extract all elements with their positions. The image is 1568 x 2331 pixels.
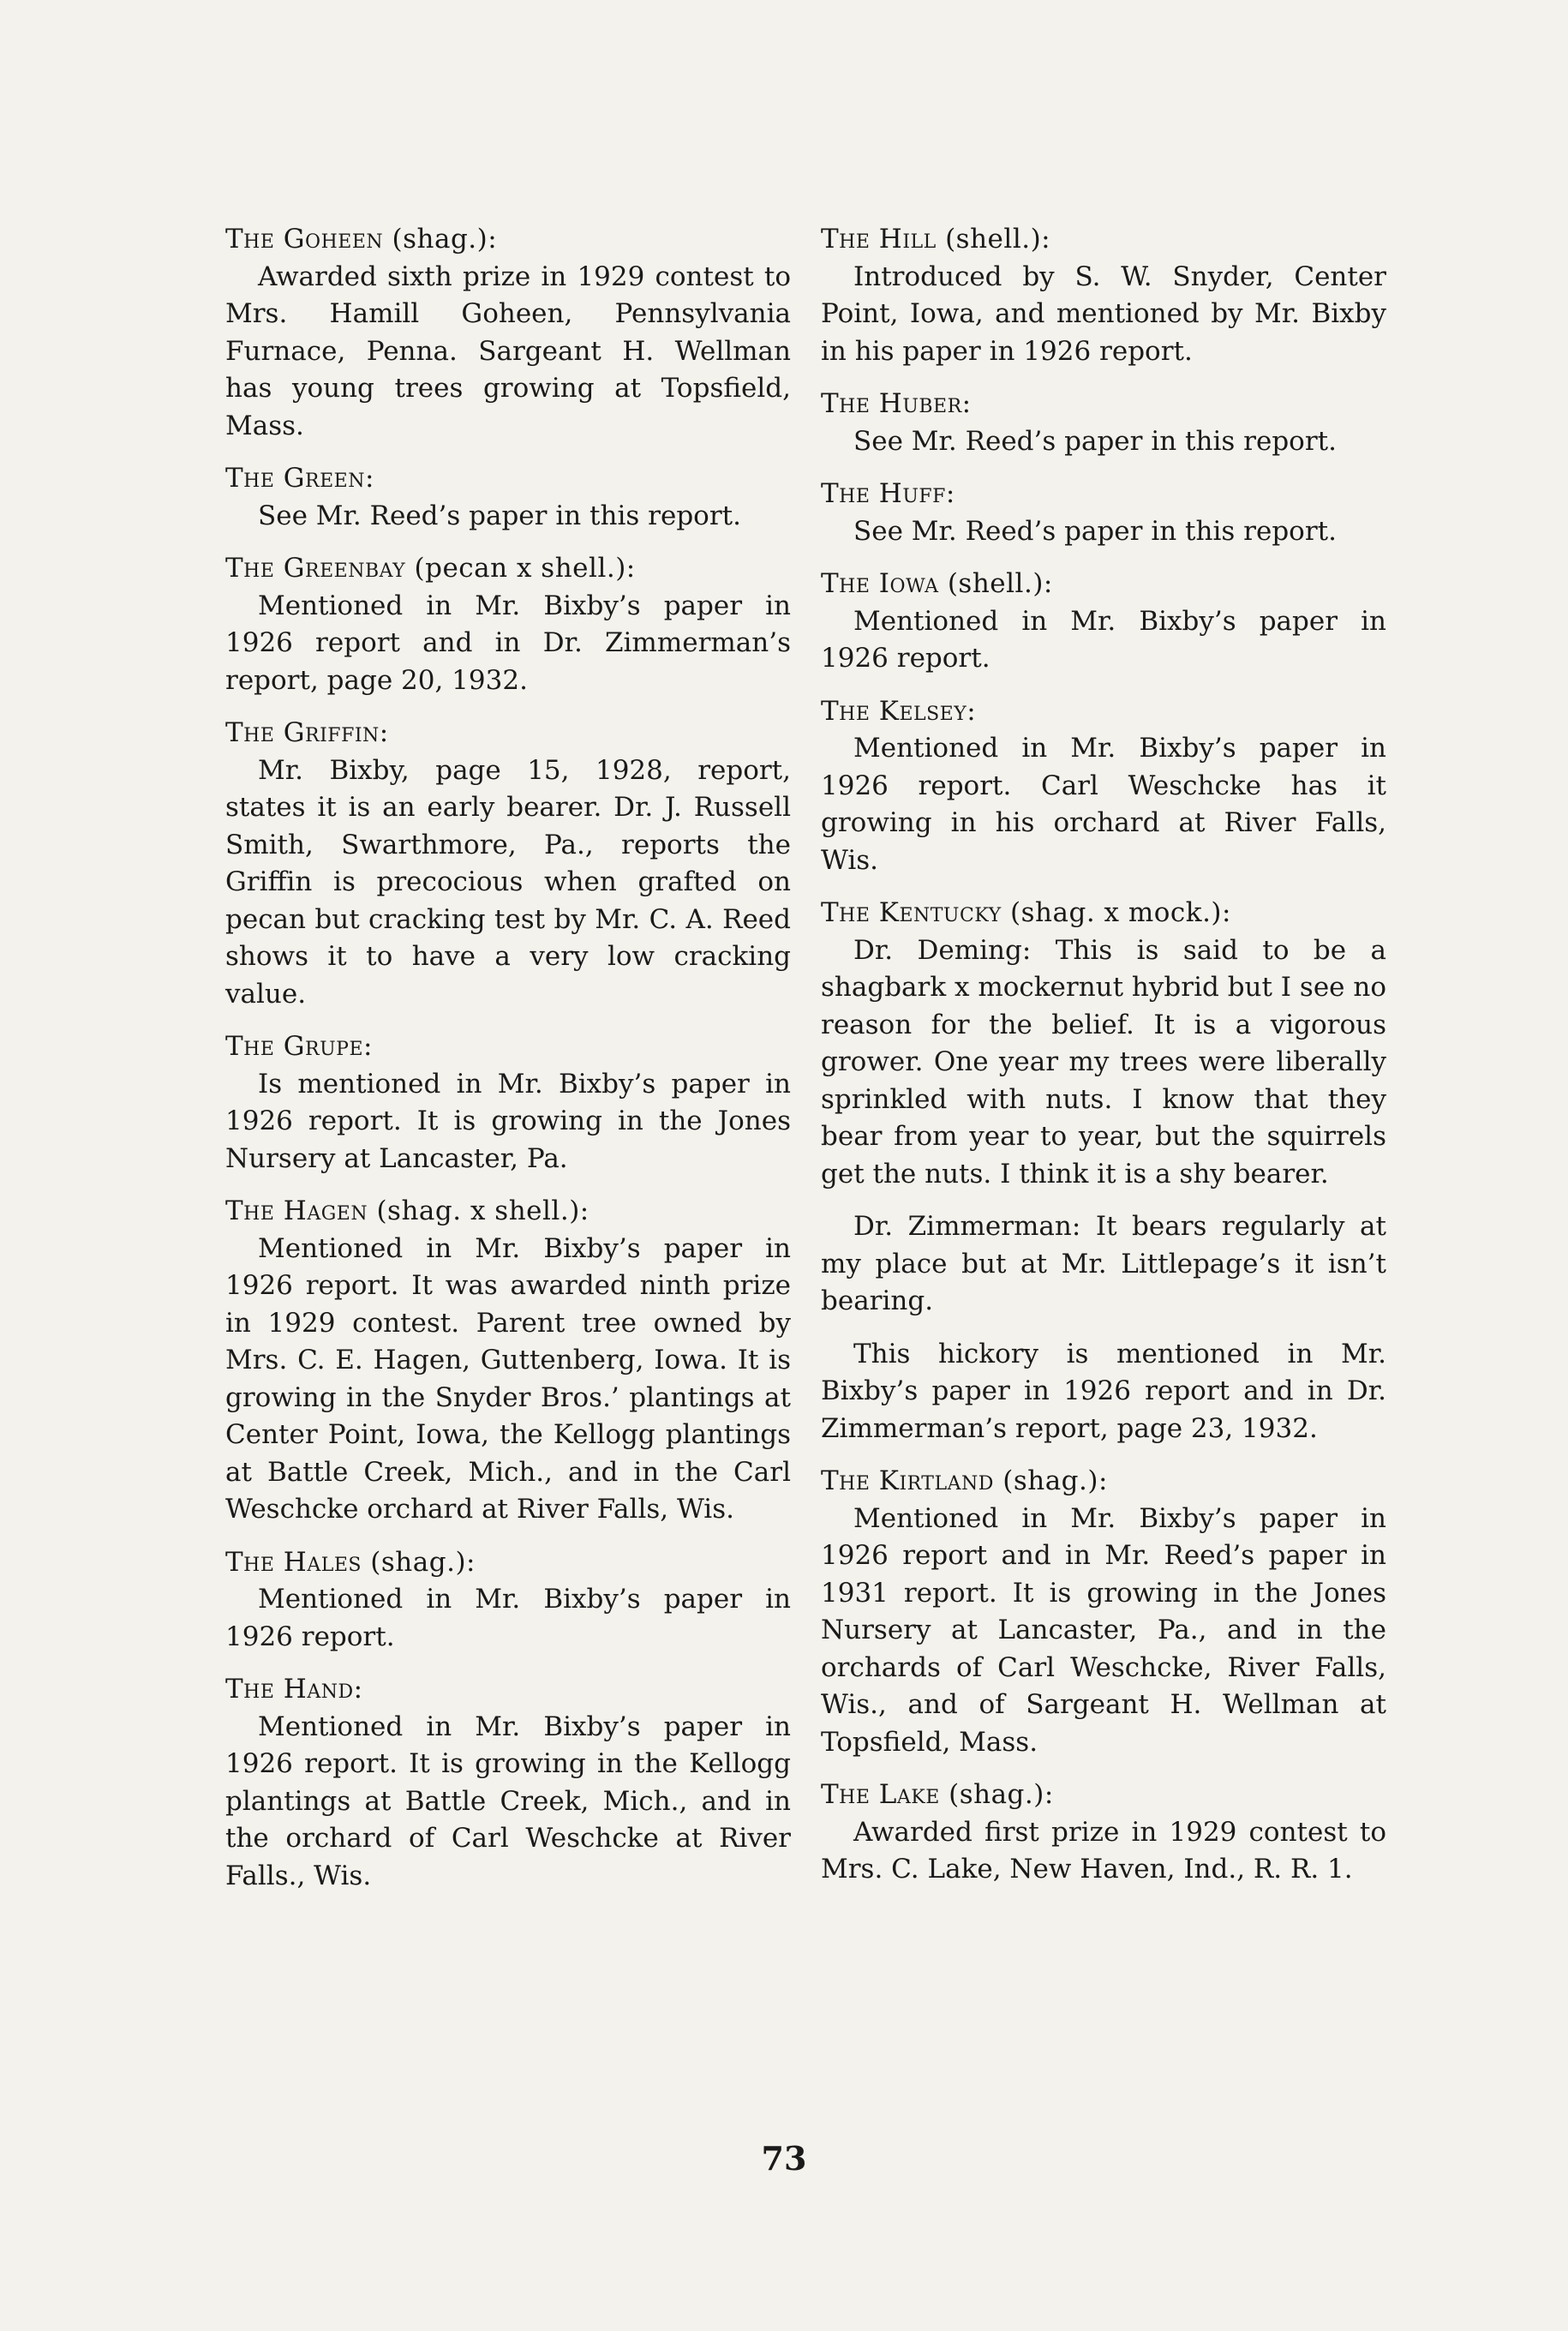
entry-heading xyxy=(225,1193,791,1231)
heading-suffix: : xyxy=(364,463,374,494)
entry-paragraph: See Mr. Reed’s paper in this report. xyxy=(853,515,1337,547)
heading-article: The xyxy=(225,1195,275,1226)
entry-heading xyxy=(225,715,791,752)
entry-hand xyxy=(225,1671,791,1895)
heading-article: The xyxy=(225,463,275,494)
entry-heading xyxy=(821,693,1386,731)
heading-suffix: (shag.): xyxy=(993,1465,1108,1496)
heading-variety-name: Hill xyxy=(878,224,937,255)
entry-heading xyxy=(225,1028,791,1066)
left-column xyxy=(225,221,791,1910)
heading-variety-name: Lake xyxy=(878,1779,940,1810)
heading-suffix: (shell.): xyxy=(938,568,1053,599)
heading-suffix: (shag.): xyxy=(383,224,498,255)
entry-kentucky xyxy=(821,895,1386,1447)
entry-paragraph: Dr. Deming: This is said to be a shagbark x mockernut hybrid but I see no reason for the belief. It is a vigorous grower. One year my trees were liberally sprinkled with nuts. I know that they bear from year to year, but the squirrels get the nuts. I think it is a shy bearer. xyxy=(821,934,1386,1189)
entry-goheen xyxy=(225,221,791,445)
heading-variety-name: Iowa xyxy=(878,568,939,599)
right-column xyxy=(821,221,1386,1904)
entry-heading xyxy=(225,1544,791,1582)
heading-suffix: : xyxy=(363,1031,373,1062)
entry-hill xyxy=(821,221,1386,370)
entry-paragraph: Mentioned in Mr. Bixby’s paper in 1926 report. Carl Weschcke has it growing in his orchard at River Falls, Wis. xyxy=(821,733,1386,876)
entry-paragraph: See Mr. Reed’s paper in this report. xyxy=(853,425,1337,457)
heading-suffix: : xyxy=(379,717,389,748)
heading-article: The xyxy=(821,478,871,509)
heading-variety-name: Griffin xyxy=(283,717,380,748)
heading-variety-name: Kentucky xyxy=(878,897,1002,928)
heading-article: The xyxy=(225,553,275,584)
entry-kirtland xyxy=(821,1463,1386,1761)
heading-variety-name: Green xyxy=(283,463,365,494)
entry-heading xyxy=(225,1671,791,1709)
heading-suffix: : xyxy=(945,478,955,509)
heading-article: The xyxy=(821,1779,871,1810)
heading-article: The xyxy=(821,224,871,255)
entry-greenbay xyxy=(225,550,791,699)
entry-paragraph: Awarded sixth prize in 1929 contest to Mrs. Hamill Goheen, Pennsylvania Furnace, Penna. Sargeant H. Wellman has young trees growing at Topsfield, Mass. xyxy=(225,261,791,441)
page-number: 73 xyxy=(761,2139,807,2178)
entry-heading xyxy=(225,460,791,498)
entry-heading xyxy=(821,1777,1386,1814)
heading-suffix: : xyxy=(353,1674,363,1705)
heading-article: The xyxy=(821,568,871,599)
entry-paragraph: Dr. Zimmerman: It bears regularly at my place but at Mr. Littlepage’s it isn’t bearing. xyxy=(821,1211,1386,1316)
entry-iowa xyxy=(821,566,1386,678)
entry-huber xyxy=(821,386,1386,460)
entry-paragraph: Introduced by S. W. Snyder, Center Point, Iowa, and mentioned by Mr. Bixby in his paper in 1926 report. xyxy=(821,261,1386,367)
heading-article: The xyxy=(821,1465,871,1496)
entry-heading xyxy=(821,476,1386,513)
heading-suffix: (shag. x shell.): xyxy=(368,1195,589,1226)
heading-article: The xyxy=(225,1546,275,1578)
entry-paragraph: Mentioned in Mr. Bixby’s paper in 1926 report. xyxy=(225,1584,791,1652)
heading-article: The xyxy=(225,1031,275,1062)
entry-heading xyxy=(821,566,1386,603)
entry-heading xyxy=(225,221,791,259)
heading-variety-name: Huff xyxy=(878,478,946,509)
heading-variety-name: Kirtland xyxy=(878,1465,994,1496)
entry-paragraph: Mentioned in Mr. Bixby’s paper in 1926 report. It was awarded ninth prize in 1929 contest. Parent tree owned by Mrs. C. E. Hagen, Guttenberg, Iowa. It is growing in the Snyder Bros.’ plantings at Center Point, Iowa, the Kellogg plantings at Battle Creek, Mich., and in the Carl Weschcke orchard at River Falls, Wis. xyxy=(225,1232,791,1525)
entry-heading xyxy=(225,550,791,588)
entry-paragraph: Mentioned in Mr. Bixby’s paper in 1926 report and in Dr. Zimmerman’s report, page 20, 1932. xyxy=(225,590,791,696)
heading-suffix: : xyxy=(961,388,972,419)
entry-lake xyxy=(821,1777,1386,1889)
heading-article: The xyxy=(225,1674,275,1705)
entry-kelsey xyxy=(821,693,1386,880)
heading-variety-name: Hales xyxy=(283,1546,362,1578)
entry-heading xyxy=(821,1463,1386,1501)
entry-green xyxy=(225,460,791,535)
entry-paragraph: See Mr. Reed’s paper in this report. xyxy=(258,500,741,531)
entry-paragraph: Awarded first prize in 1929 contest to Mrs. C. Lake, New Haven, Ind., R. R. 1. xyxy=(821,1816,1386,1885)
heading-article: The xyxy=(225,717,275,748)
entry-hagen xyxy=(225,1193,791,1529)
entry-heading xyxy=(821,895,1386,932)
entry-paragraph: Mentioned in Mr. Bixby’s paper in 1926 report. xyxy=(821,605,1386,674)
heading-suffix: (shell.): xyxy=(936,224,1051,255)
entry-huff xyxy=(821,476,1386,550)
entry-grupe xyxy=(225,1028,791,1177)
entry-heading xyxy=(821,386,1386,423)
heading-article: The xyxy=(225,224,275,255)
heading-article: The xyxy=(821,897,871,928)
entry-paragraph: Mr. Bixby, page 15, 1928, report, states it is an early bearer. Dr. J. Russell Smith, Swarthmore, Pa., reports the Griffin is precocious when grafted on pecan but cracking test by Mr. C. A. Reed shows it to have a very low cracking value. xyxy=(225,754,791,1010)
heading-suffix: (shag. x mock.): xyxy=(1001,897,1231,928)
heading-variety-name: Kelsey xyxy=(878,695,967,727)
heading-suffix: (pecan x shell.): xyxy=(405,553,636,584)
heading-suffix: (shag.): xyxy=(361,1546,476,1578)
heading-suffix: : xyxy=(967,695,977,727)
entry-griffin xyxy=(225,715,791,1013)
heading-variety-name: Huber xyxy=(878,388,962,419)
entry-paragraph: Mentioned in Mr. Bixby’s paper in 1926 report. It is growing in the Kellogg plantings at Battle Creek, Mich., and in the orchard of Carl Weschcke at River Falls., Wis. xyxy=(225,1711,791,1891)
entry-hales xyxy=(225,1544,791,1657)
heading-article: The xyxy=(821,388,871,419)
heading-variety-name: Greenbay xyxy=(283,553,406,584)
entry-heading xyxy=(821,221,1386,259)
heading-article: The xyxy=(821,695,871,727)
heading-variety-name: Hand xyxy=(283,1674,354,1705)
heading-variety-name: Hagen xyxy=(283,1195,368,1226)
heading-variety-name: Goheen xyxy=(283,224,384,255)
entry-paragraph: Is mentioned in Mr. Bixby’s paper in 1926 report. It is growing in the Jones Nursery at Lancaster, Pa. xyxy=(225,1068,791,1174)
heading-suffix: (shag.): xyxy=(939,1779,1054,1810)
entry-paragraph: This hickory is mentioned in Mr. Bixby’s paper in 1926 report and in Dr. Zimmerman’s report, page 23, 1932. xyxy=(821,1338,1386,1444)
heading-variety-name: Grupe xyxy=(283,1031,364,1062)
entry-paragraph: Mentioned in Mr. Bixby’s paper in 1926 report and in Mr. Reed’s paper in 1931 report. It is growing in the Jones Nursery at Lancaster, Pa., and in the orchards of Carl Weschcke, River Falls, Wis., and of Sargeant H. Wellman at Topsfield, Mass. xyxy=(821,1502,1386,1758)
